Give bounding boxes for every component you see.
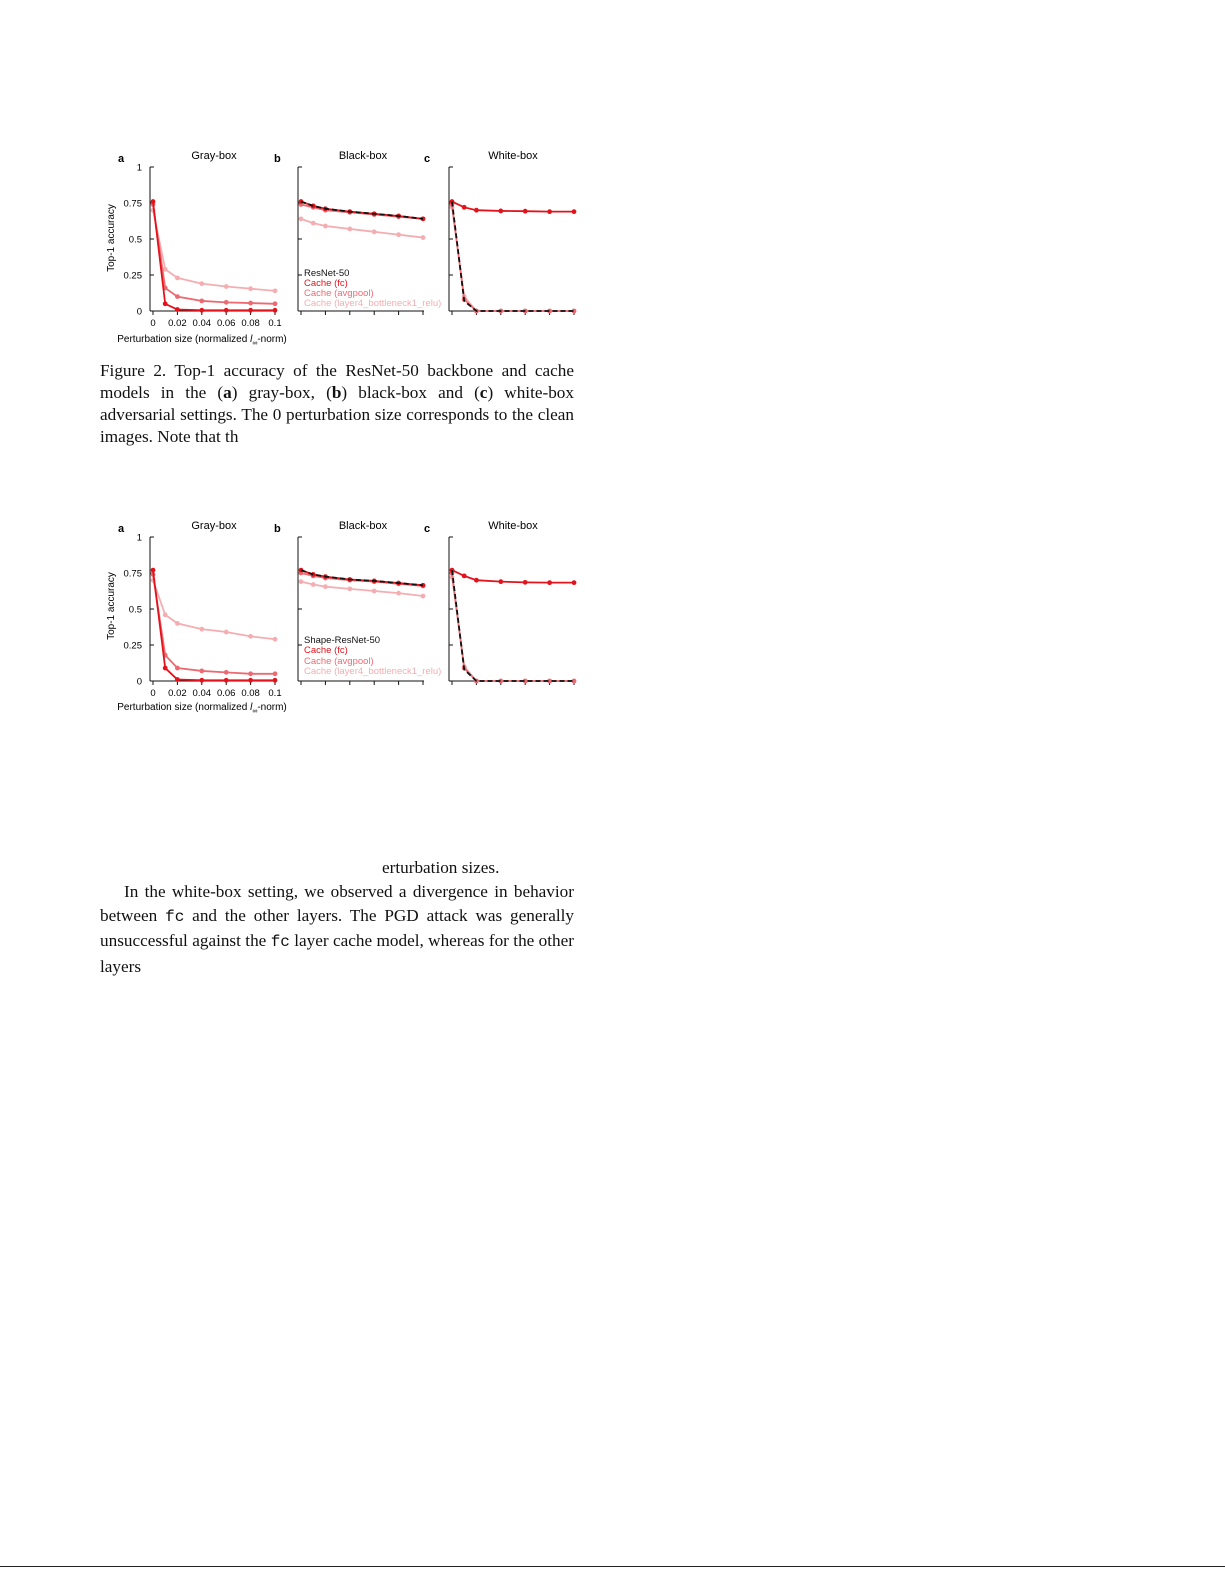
x-tick-label: 0.06: [216, 318, 236, 329]
x-tick-label: 0.08: [241, 688, 260, 699]
x-axis-label: Perturbation size (normalized $l_\infty-norm$): [117, 702, 287, 715]
data-point: [421, 235, 426, 240]
data-point: [224, 630, 229, 635]
y-axis-label: Top-1 accuracy: [106, 204, 117, 272]
figure-2: [100, 516, 590, 720]
paragraph-text-1: In the white-box setting, we observed a divergence in behavior between: [100, 882, 574, 925]
data-point: [347, 586, 352, 591]
x-tick-label: 0.02: [168, 318, 187, 329]
panel-letter-a: a: [118, 153, 125, 165]
x-tick-label: 0.04: [192, 688, 212, 699]
series-line: [452, 202, 574, 311]
data-point: [498, 209, 503, 214]
x-tick-label: 0.02: [168, 688, 187, 699]
data-point: [547, 580, 552, 585]
data-point: [572, 580, 577, 585]
x-tick-label: 0.04: [192, 318, 212, 329]
legend: [304, 635, 441, 677]
data-point: [273, 637, 278, 642]
y-tick-label: 1: [136, 162, 142, 174]
data-point: [175, 677, 180, 682]
series-line: [452, 570, 574, 583]
data-point: [248, 301, 253, 306]
data-point: [273, 678, 278, 683]
data-point: [248, 286, 253, 291]
x-tick-label: 0.1: [268, 688, 282, 699]
data-point: [396, 232, 401, 237]
data-point: [248, 308, 253, 313]
data-point: [163, 612, 168, 617]
panel-title-white-box: White-box: [488, 150, 538, 162]
data-point: [248, 678, 253, 683]
series-line: [452, 570, 574, 681]
series-line: [452, 204, 574, 311]
data-point: [199, 299, 204, 304]
figure-1-svg: [100, 146, 590, 350]
y-tick-label: 0.75: [123, 568, 142, 580]
series-line: [452, 573, 574, 681]
data-point: [175, 294, 180, 299]
legend-entry-layer4: Cache (layer4_bottleneck1_relu): [304, 298, 442, 309]
figure-1: [100, 146, 590, 350]
series-line: [452, 577, 574, 681]
series-line: [153, 210, 275, 291]
series-line: [301, 202, 423, 219]
data-point: [224, 678, 229, 683]
caption-text-1: Top-1 accuracy of the ResNet-50 backbone and cache models in the (: [100, 361, 574, 402]
caption-text-3: ) black-box and (: [341, 383, 480, 402]
panel-letter-c: c: [424, 523, 431, 535]
data-point: [224, 300, 229, 305]
text-fragment: erturbation sizes.: [382, 858, 500, 877]
panel-title-black-box: Black-box: [338, 520, 388, 532]
legend-entry-avgpool: Cache (avgpool): [304, 288, 374, 299]
page-bottom-rule: [0, 1566, 1225, 1567]
data-point: [462, 573, 467, 578]
legend: [304, 268, 441, 309]
legend-entry-layer4: Cache (layer4_bottleneck1_relu): [304, 666, 442, 677]
data-point: [199, 627, 204, 632]
data-point: [163, 301, 168, 306]
data-point: [248, 671, 253, 676]
legend-entry-fc: Cache (fc): [304, 645, 348, 656]
y-tick-label: 0: [136, 306, 142, 318]
data-point: [462, 205, 467, 210]
caption-bold-b: b: [331, 383, 342, 402]
legend-entry-backbone: Shape-ResNet-50: [304, 635, 381, 646]
data-point: [547, 209, 552, 214]
x-tick-label: 0.06: [216, 688, 236, 699]
data-point: [175, 307, 180, 312]
data-point: [474, 208, 479, 213]
data-point: [421, 594, 426, 599]
panel-title-gray-box: Gray-box: [191, 150, 237, 162]
panel-letter-b: b: [274, 523, 281, 535]
data-point: [299, 216, 304, 221]
legend-entry-backbone: ResNet-50: [304, 268, 350, 279]
y-axis-label: Top-1 accuracy: [106, 572, 117, 640]
x-tick-label: 0: [150, 688, 156, 699]
series-line: [153, 580, 275, 639]
data-point: [372, 589, 377, 594]
data-point: [199, 308, 204, 313]
series-line: [452, 202, 574, 212]
data-point: [224, 308, 229, 313]
caption-bold-a: a: [223, 383, 232, 402]
data-point: [299, 579, 304, 584]
series-line: [153, 570, 275, 680]
series-line: [301, 219, 423, 238]
data-point: [311, 221, 316, 226]
data-point: [199, 281, 204, 286]
body-paragraph: [100, 880, 574, 978]
data-point: [151, 199, 156, 204]
y-tick-label: 1: [136, 532, 142, 544]
data-point: [323, 584, 328, 589]
inline-code-fc: fc: [165, 907, 185, 926]
y-tick-label: 0.25: [123, 270, 142, 282]
y-tick-label: 0.5: [128, 604, 142, 616]
caption-text-2: ) gray-box, (: [231, 383, 332, 402]
data-point: [323, 224, 328, 229]
legend-entry-fc: Cache (fc): [304, 278, 348, 289]
data-point: [498, 579, 503, 584]
figure-caption: [100, 360, 574, 448]
data-point: [523, 209, 528, 214]
caption-text-4: ) white-box adversarial settings. The 0 perturbation size corresponds to the clean images. Note that th: [100, 383, 574, 446]
inline-code-fc: fc: [270, 933, 290, 951]
panel-letter-b: b: [274, 153, 281, 165]
series-line: [153, 202, 275, 311]
figure-2-svg: [100, 516, 590, 720]
panel-title-black-box: Black-box: [338, 150, 388, 162]
x-tick-label: 0.08: [241, 318, 260, 329]
data-point: [224, 670, 229, 675]
data-point: [523, 580, 528, 585]
data-point: [175, 666, 180, 671]
data-point: [151, 568, 156, 573]
data-point: [347, 227, 352, 232]
series-line: [153, 574, 275, 673]
caption-bold-c: c: [479, 383, 488, 402]
data-point: [199, 669, 204, 674]
y-tick-label: 0.75: [123, 198, 142, 210]
data-point: [396, 591, 401, 596]
data-point: [273, 308, 278, 313]
data-point: [273, 301, 278, 306]
data-point: [572, 209, 577, 214]
panel-letter-c: c: [424, 153, 431, 165]
panel-letter-a: a: [118, 523, 125, 535]
caption-lead: Figure 2.: [100, 361, 167, 380]
data-point: [273, 671, 278, 676]
data-point: [474, 578, 479, 583]
data-point: [372, 229, 377, 234]
data-point: [248, 634, 253, 639]
data-point: [163, 666, 168, 671]
panel-title-white-box: White-box: [488, 520, 538, 532]
data-point: [224, 284, 229, 289]
data-point: [175, 621, 180, 626]
series-line: [452, 207, 574, 311]
y-tick-label: 0.25: [123, 640, 142, 652]
data-point: [175, 275, 180, 280]
paragraph-text-3: layer cache model, whereas for the other layers: [100, 931, 574, 976]
x-axis-label: Perturbation size (normalized $l_\infty-norm$): [117, 334, 287, 347]
data-point: [273, 288, 278, 293]
legend-entry-avgpool: Cache (avgpool): [304, 656, 374, 667]
x-tick-label: 0: [150, 318, 156, 329]
paragraph-text-2: and the other layers. The PGD attack was generally unsuccessful against the: [100, 905, 574, 950]
x-tick-label: 0.1: [268, 318, 282, 329]
data-point: [311, 582, 316, 587]
y-tick-label: 0.5: [128, 234, 142, 246]
panel-title-gray-box: Gray-box: [191, 520, 237, 532]
y-tick-label: 0: [136, 676, 142, 688]
data-point: [199, 678, 204, 683]
